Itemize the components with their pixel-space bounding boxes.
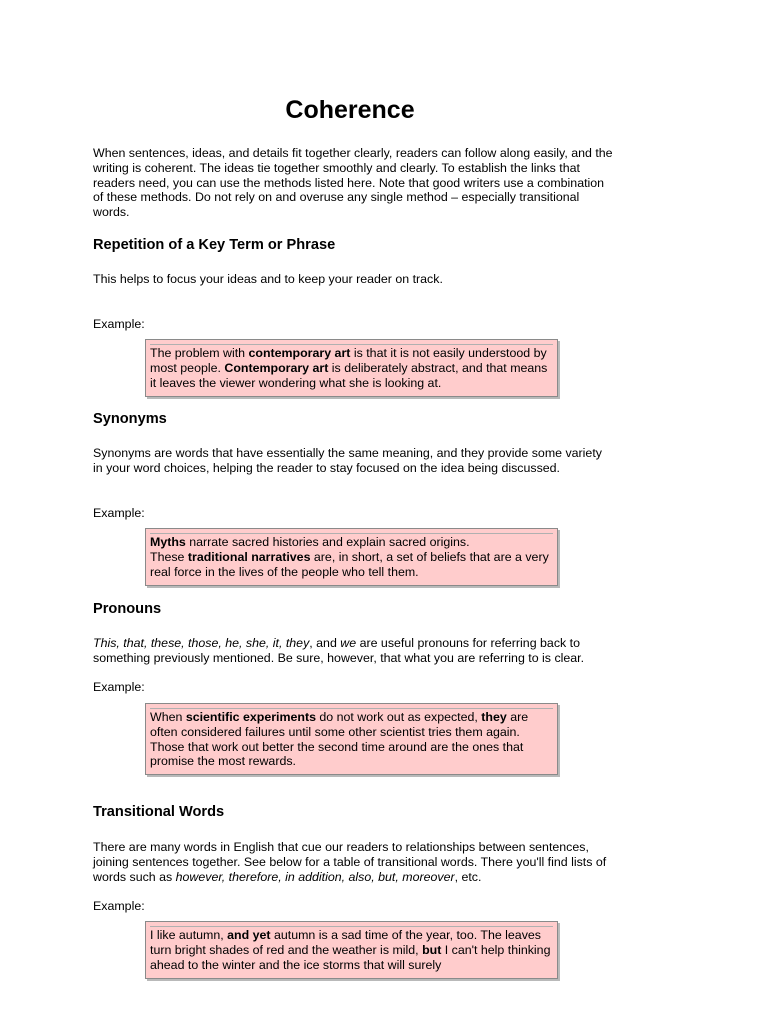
example-text: When — [150, 710, 186, 724]
heading-synonyms: Synonyms — [93, 411, 167, 427]
example-label: Example: — [93, 680, 145, 694]
page-title: Coherence — [285, 96, 415, 124]
example-label: Example: — [93, 506, 145, 520]
synonyms-description: Synonyms are words that have essentially the same meaning, and they provide some variety in your word choices, helping the reader to stay focused on the idea being discussed. — [93, 446, 602, 475]
key-term: Contemporary art — [224, 360, 329, 375]
example-text: is that it is not easily understood by most people. — [150, 346, 547, 375]
example-text: These — [150, 549, 188, 564]
example-text: are, in short, a set of beliefs that are a very real force in the lives of the people who tell them. — [150, 549, 549, 579]
key-term: scientific experiments — [185, 710, 316, 724]
heading-transitional-words: Transitional Words — [93, 804, 225, 820]
pronouns-description — [93, 636, 613, 666]
intro-paragraph: When sentences, ideas, and details fit together clearly, readers can follow along easily, and the writing is coherent. The ideas tie together smoothly and clearly. To establish the links that readers need, you can use the methods listed here. Note that good writers use a combination of these methods. Do not rely on and overuse any single method – especially transitional words. — [93, 146, 613, 220]
description-text: , etc. — [454, 869, 482, 884]
key-term: Myths — [150, 535, 186, 549]
example-text: are often considered failures until some other scientist tries them again. Those that work out better the second time around are the ones that promise the most rewards. — [150, 710, 529, 769]
key-term: they — [481, 710, 507, 724]
example-label: Example: — [93, 317, 145, 331]
example-box-pronouns — [145, 703, 558, 775]
italic-text: This, that, these, those, he, she, it, they — [93, 636, 310, 650]
key-term: and yet — [227, 928, 271, 942]
key-term: traditional narratives — [187, 549, 311, 564]
example-box-transitional — [145, 921, 558, 979]
example-text: The problem with — [150, 346, 249, 360]
key-term: contemporary art — [248, 346, 351, 360]
key-term: but — [422, 942, 442, 957]
example-box-repetition — [145, 339, 558, 397]
heading-repetition: Repetition of a Key Term or Phrase — [93, 237, 336, 253]
example-text: narrate sacred histories and explain sacred origins. — [185, 535, 470, 549]
example-box-synonyms — [145, 528, 558, 586]
example-text: I can't help thinking ahead to the winter and the ice storms that will surely — [150, 942, 551, 972]
heading-pronouns: Pronouns — [93, 601, 162, 617]
example-label: Example: — [93, 899, 145, 913]
description-text: There are many words in English that cue our readers to relationships between sentences, joining sentences together. See below for a table of transitional words. There you'll find lists of words such as — [93, 840, 607, 884]
description-text: , and — [309, 636, 341, 650]
transitional-description — [93, 840, 613, 884]
repetition-description: This helps to focus your ideas and to keep your reader on track. — [93, 272, 443, 286]
description-text: are useful pronouns for referring back to something previously mentioned. Be sure, however, that what you are referring to is clear. — [93, 636, 585, 665]
example-text: do not work out as expected, — [315, 710, 482, 724]
example-text: is deliberately abstract, and that means it leaves the viewer wondering what she is looking at. — [150, 360, 548, 390]
italic-text: however, therefore, in addition, also, but, moreover — [175, 869, 455, 884]
italic-text: we — [340, 636, 357, 650]
example-text: I like autumn, — [150, 928, 228, 942]
example-text: autumn is a sad time of the year, too. The leaves turn bright shades of red and the weather is mild, — [150, 928, 541, 957]
